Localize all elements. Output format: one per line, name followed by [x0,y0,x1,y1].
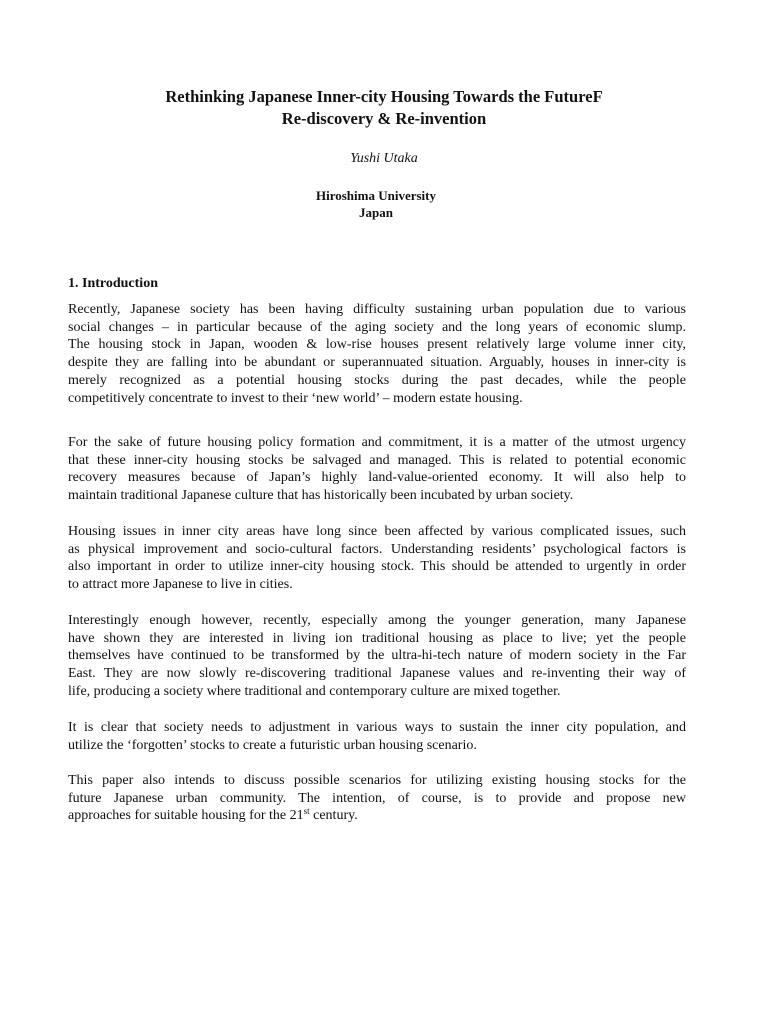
paragraph-line: utilize the ‘forgotten’ stocks to create a futuristic urban housing scenario. [68,737,477,753]
paragraph-line: have shown they are interested in living ion traditional housing as place to live; yet the people [68,630,686,646]
paragraph-4 [68,612,686,701]
paper-title-line-1: Rethinking Japanese Inner-city Housing Towards the FutureF [165,87,603,106]
paragraph-line: recovery measures because of Japan’s highly land-value-oriented economy. It will also help to [68,470,686,486]
paragraph-line: Housing issues in inner city areas have long since been affected by various complicated issues, such [68,524,686,539]
paragraph-line: despite they are falling into be abundant or superannuated situation. Arguably, houses in inner-city is [68,355,686,371]
paragraph-line: This paper also intends to discuss possible scenarios for utilizing existing housing stocks for the [68,773,686,788]
paragraph-2 [68,434,686,505]
paragraph-1 [68,301,686,407]
paragraph-line: The housing stock in Japan, wooden & low-rise houses present relatively large volume inner city, [68,337,686,353]
paragraph-line: that these inner-city housing stocks be salvaged and managed. This is related to potential economic [68,452,686,468]
final-line-suffix: century. [309,808,358,824]
paragraph-line: maintain traditional Japanese culture that has historically been incubated by urban society. [68,488,574,504]
affiliation-country: Japan [359,205,393,220]
paragraph-line: life, producing a society where traditional and contemporary culture are mixed together. [68,683,561,699]
paragraph-line: Interestingly enough however, recently, especially among the younger generation, many Japanese [68,613,686,628]
ordinal-superscript: st [303,806,310,817]
paragraph-line: also important in order to utilize inner-city housing stock. This should be attended to urgently in order [68,559,686,575]
paragraph-line: to attract more Japanese to live in cities. [68,577,293,593]
paragraph-6 [68,772,686,825]
paragraph-line: as physical improvement and socio-cultural factors. Understanding residents’ psychological factors is [68,541,686,557]
paper-title-line-2: Re-discovery & Re-invention [281,109,487,128]
paragraph-line: themselves have continued to be transformed by the ultra-hi-tech nature of modern society in the Far [68,648,686,664]
affiliation-institution: Hiroshima University [315,188,436,203]
paragraph-line: future Japanese urban community. The intention, of course, is to provide and propose new [68,790,686,806]
paragraph-line: For the sake of future housing policy formation and commitment, it is a matter of the utmost urgency [68,435,686,450]
paragraph-line: It is clear that society needs to adjustment in various ways to sustain the inner city population, and [68,720,686,735]
final-line-prefix: approaches for suitable housing for the 21 [68,808,304,824]
paragraph-line: merely recognized as a potential housing stocks during the past decades, while the people [68,372,686,388]
paragraph-line: competitively concentrate to invest to their ‘new world’ – modern estate housing. [68,390,523,406]
paragraph-line-final [68,807,686,825]
paragraph-3 [68,523,686,594]
paragraph-line: social changes – in particular because of the aging society and the long years of economic slump. [68,319,686,335]
paragraph-line: Recently, Japanese society has been having difficulty sustaining urban population due to various [68,302,686,317]
paragraph-5 [68,719,686,754]
author-name: Yushi Utaka [350,151,418,166]
paragraph-line: East. They are now slowly re-discovering traditional Japanese values and re-inventing their way of [68,666,686,682]
section-heading: 1. Introduction [68,276,158,291]
